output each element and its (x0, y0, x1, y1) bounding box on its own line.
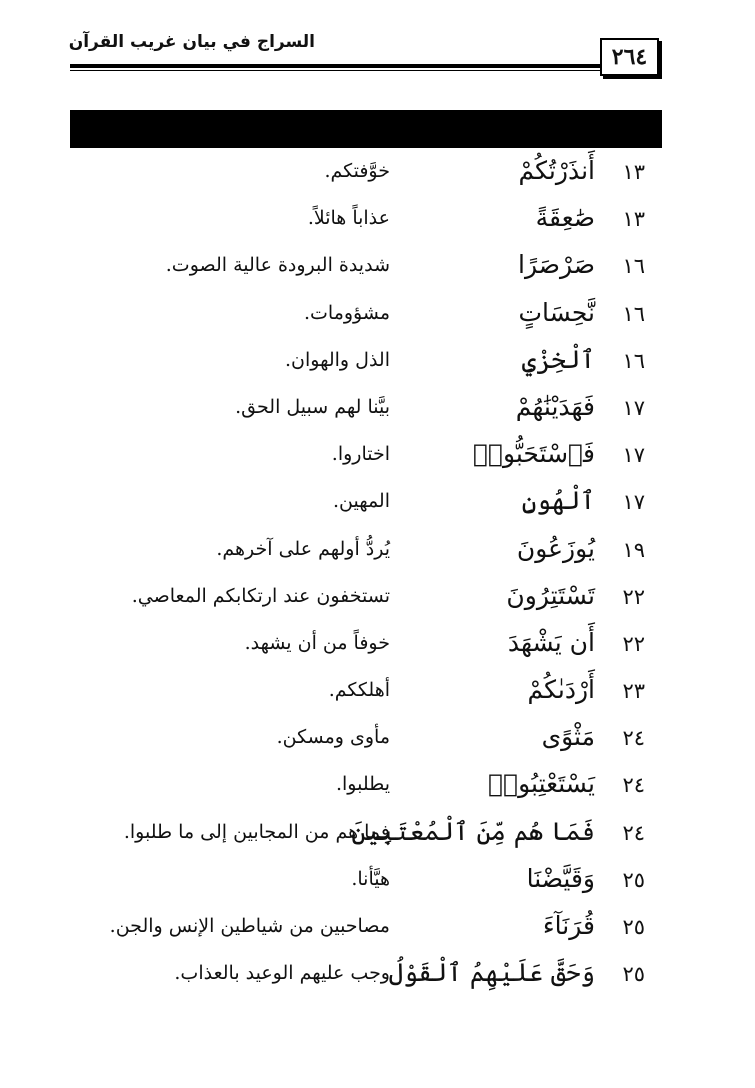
page-number: ٢٦٤ (600, 38, 659, 76)
header-rule-thin (70, 70, 600, 71)
quran-word: ٱلْهُونِ (521, 486, 595, 516)
quran-word: وَقَيَّضْنَا (526, 863, 595, 893)
glossary-row (0, 669, 755, 716)
verse-number: ١٣ (622, 160, 645, 184)
word-meaning: مشؤومات. (303, 301, 390, 324)
glossary-row (0, 150, 755, 197)
glossary-row (0, 292, 755, 339)
word-meaning: خوفاً من أن يشهد. (244, 631, 390, 654)
word-meaning: تستخفون عند ارتكابكم المعاصي. (131, 584, 390, 607)
quran-word: صَٰعِقَةً (535, 203, 595, 233)
verse-number: ٢٣ (622, 679, 645, 704)
word-meaning: الذل والهوان. (285, 348, 390, 371)
word-meaning: مصاحبين من شياطين الإنس والجن. (109, 915, 390, 937)
verse-number: ٢٤ (622, 773, 645, 798)
quran-word: قُرَنَآءَ (542, 911, 595, 940)
verse-number: ١٦ (622, 348, 645, 373)
glossary-row (0, 480, 755, 527)
section-bar (70, 110, 662, 148)
quran-word: أَرْدَىٰكُمْ (527, 675, 595, 705)
glossary-row (0, 528, 755, 575)
verse-number: ٢٢ (622, 584, 645, 609)
glossary-row (0, 197, 755, 244)
word-meaning: خوَّفتكم. (324, 160, 390, 182)
quran-word: يَسْتَعْتِبُوا۟ (488, 769, 595, 799)
glossary-row (0, 952, 755, 999)
word-meaning: يُردُّ أولهم على آخرهم. (216, 537, 390, 560)
verse-number: ٢٥ (622, 867, 645, 892)
word-meaning: بيَّنا لهم سبيل الحق. (235, 395, 390, 418)
word-meaning: هيَّأنا. (351, 867, 390, 890)
glossary-list (0, 150, 755, 999)
glossary-row (0, 763, 755, 810)
glossary-row (0, 716, 755, 763)
header-rule (70, 64, 600, 68)
book-title: السراج في بيان غريب القرآن (68, 32, 315, 52)
quran-word: فَهَدَيْنَٰهُمْ (515, 391, 595, 421)
page-header (0, 0, 755, 80)
word-meaning: أهلككم. (328, 679, 390, 702)
word-meaning: شديدة البرودة عالية الصوت. (165, 254, 390, 277)
glossary-row (0, 339, 755, 386)
quran-word: يُوزَعُونَ (516, 533, 595, 563)
verse-number: ٢٥ (622, 962, 645, 987)
verse-number: ١٧ (622, 443, 645, 468)
word-meaning: فما هم من المجابين إلى ما طلبوا. (123, 820, 390, 843)
verse-number: ١٧ (622, 395, 645, 420)
word-meaning: المهين. (332, 490, 390, 513)
word-meaning: عذاباً هائلاً. (307, 207, 390, 230)
verse-number: ٢٥ (622, 915, 645, 939)
quran-word: ٱلْخِزْيِ (521, 344, 595, 374)
word-meaning: اختاروا. (331, 443, 390, 466)
quran-word: فَٱسْتَحَبُّوا۟ (472, 439, 595, 469)
quran-word: صَرْصَرًا (518, 250, 595, 280)
quran-word: فَمَا هُم مِّنَ ٱلْمُعْتَبِينَ (351, 816, 595, 846)
quran-word: أَن يَشْهَدَ (507, 627, 595, 657)
glossary-row (0, 858, 755, 905)
glossary-row (0, 386, 755, 433)
glossary-row (0, 575, 755, 622)
verse-number: ٢٤ (622, 820, 645, 845)
verse-number: ١٩ (622, 537, 645, 562)
verse-number: ١٦ (622, 254, 645, 279)
quran-word: تَسْتَتِرُونَ (506, 580, 595, 610)
quran-word: مَثْوًى (541, 722, 595, 752)
glossary-row (0, 244, 755, 291)
verse-number: ١٦ (622, 301, 645, 326)
quran-word: أَنذَرْتُكُمْ (518, 156, 595, 185)
word-meaning: وجب عليهم الوعيد بالعذاب. (174, 962, 390, 985)
glossary-row (0, 433, 755, 480)
quran-word: نَّحِسَاتٍ (518, 297, 595, 327)
glossary-row (0, 622, 755, 669)
quran-word: وَحَقَّ عَلَيْهِمُ ٱلْقَوْلُ (388, 958, 595, 988)
word-meaning: مأوى ومسكن. (276, 726, 390, 749)
word-meaning: يطلبوا. (335, 773, 390, 796)
verse-number: ١٧ (622, 490, 645, 515)
verse-number: ١٣ (622, 207, 645, 232)
glossary-row (0, 811, 755, 858)
glossary-row (0, 905, 755, 952)
verse-number: ٢٢ (622, 631, 645, 656)
verse-number: ٢٤ (622, 726, 645, 751)
